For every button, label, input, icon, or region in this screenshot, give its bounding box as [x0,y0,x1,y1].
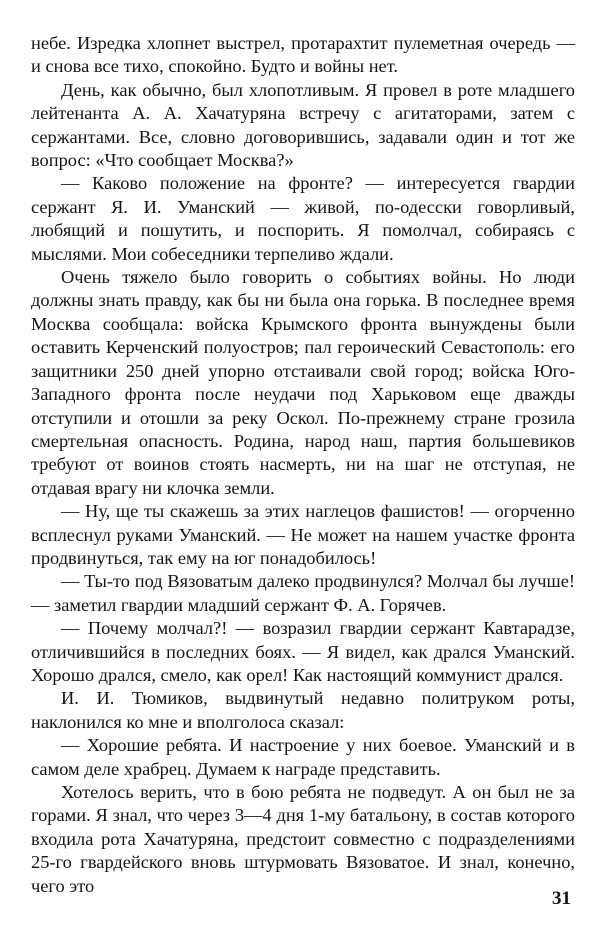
paragraph-kavtaradze-reply: — Почему молчал?! — возразил гвардии сержант Кавтарадзе, отличившийся в последних боях. — Я видел, как дрался Уманский. Хорошо дрался, смело, как орел! Как настоящий коммунист дрался. [31,618,575,685]
paragraph-umansky-question: — Каково положение на фронте? — интересуется гвардии сержант Я. И. Уманский — живой, по-одесски говорливый, любящий и пошутить, и поспорить. Я помолчал, собираясь с мыслями. Мои собеседники терпеливо ждали. [31,173,575,264]
paragraph-tyumikov-speech: — Хорошие ребята. И настроение у них боевое. Уманский и в самом деле храбрец. Думаем к награде представить. [31,735,575,779]
paragraph-battle-preparation: Хотелось верить, что в бою ребята не подведут. А он был не за горами. Я знал, что через 3—4 дня 1-му батальону, в состав которого входила рота Хачатуряна, предстоит совместно с подразделениями 25-го гвардейского вновь штурмовать Вязоватое. И знал, конечно, чего это [31,782,575,896]
paragraph-continuation: небе. Изредка хлопнет выстрел, протарахтит пулеметная очередь — и снова все тихо, спокойно. Будто и войны нет. [31,33,575,77]
paragraph-day-description: День, как обычно, был хлопотливым. Я провел в роте младшего лейтенанта А. А. Хачатуряна встречу с агитаторами, затем с сержантами. Все, словно договорившись, задавали один и тот же вопрос: «Что сообщает Москва?» [31,79,575,171]
page-number: 31 [552,887,571,909]
paragraph-umansky-reaction: — Ну, ще ты скажешь за этих наглецов фашистов! — огорченно всплеснул руками Уманский. — Не может на нашем участке фронта продвинуться, так ему на юг понадобилось! [31,501,575,568]
book-page [31,32,575,912]
paragraph-war-news: Очень тяжело было говорить о событиях войны. Но люди должны знать правду, как бы ни была она горька. В последнее время Москва сообщала: войска Крымского фронта вынуждены были оставить Керченский полуостров; пал героический Севастополь: его защитники 250 дней упорно отстаивали свой город; войска Юго-Западного фронта после неудачи под Харьковом еще дважды отступили и отошли за реку Оскол. По-прежнему стране грозила смертельная опасность. Родина, народ наш, партия большевиков требуют от воинов стоять насмерть, ни на шаг не отступая, не отдавая врагу ни клочка земли. [31,267,575,498]
paragraph-goryachev-remark: — Ты-то под Вязоватым далеко продвинулся? Молчал бы лучше! — заметил гвардии младший сержант Ф. А. Горячев. [31,571,575,615]
paragraph-tyumikov-intro: И. И. Тюмиков, выдвинутый недавно политруком роты, наклонился ко мне и вполголоса сказал: [31,688,575,732]
